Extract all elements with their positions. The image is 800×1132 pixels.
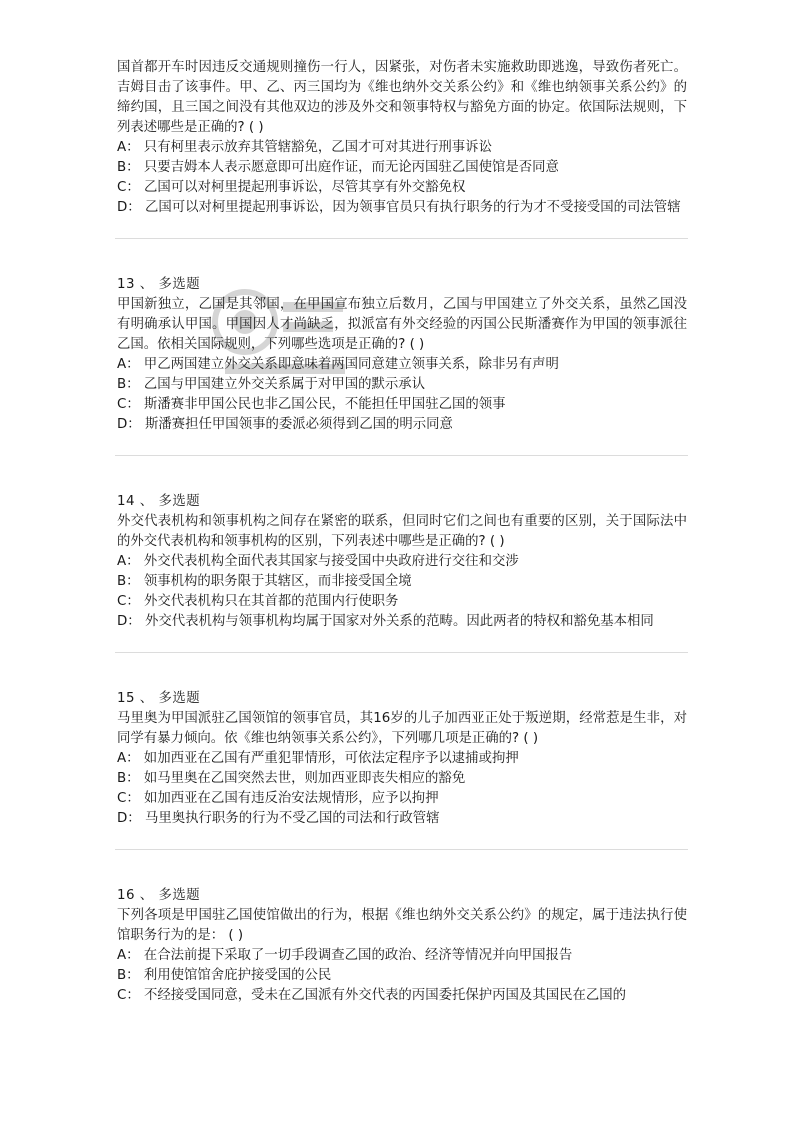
question-15 <box>117 689 687 829</box>
option-c: C： 斯潘赛非甲国公民也非乙国公民，不能担任甲国驻乙国的领事 <box>117 397 506 412</box>
option-d: D： 斯潘赛担任甲国领事的委派必须得到乙国的明示同意 <box>117 417 453 432</box>
question-stem: 下列各项是甲国驻乙国使馆做出的行为，根据《维也纳外交关系公约》的规定，属于违法执行使馆职务行为的是： ( ) <box>117 908 687 943</box>
option-c: C： 不经接受国同意，受未在乙国派有外交代表的丙国委托保护丙国及其国民在乙国的 <box>117 988 627 1003</box>
option-a: A： 在合法前提下采取了一切手段调查乙国的政治、经济等情况并向甲国报告 <box>117 948 573 963</box>
option-a: A： 甲乙两国建立外交关系即意味着两国同意建立领事关系，除非另有声明 <box>117 357 559 372</box>
option-a: A： 只有柯里表示放弃其管辖豁免，乙国才可对其进行刑事诉讼 <box>117 140 492 155</box>
question-14 <box>117 492 687 632</box>
option-b: B： 只要吉姆本人表示愿意即可出庭作证，而无论丙国驻乙国使馆是否同意 <box>117 160 559 175</box>
option-d: D： 乙国可以对柯里提起刑事诉讼，因为领事官员只有执行职务的行为才不受接受国的司法管辖 <box>117 200 681 215</box>
question-16 <box>117 886 687 1006</box>
document-page <box>117 58 687 1006</box>
question-13 <box>117 275 687 435</box>
option-d: D： 马里奥执行职务的行为不受乙国的司法和行政管辖 <box>117 811 440 826</box>
question-header: 13 、 多选题 <box>117 277 201 292</box>
option-b: B： 乙国与甲国建立外交关系属于对甲国的默示承认 <box>117 377 426 392</box>
question-stem: 外交代表机构和领事机构之间存在紧密的联系，但同时它们之间也有重要的区别，关于国际法中的外交代表机构和领事机构的区别，下列表述中哪些是正确的? ( ) <box>117 514 687 549</box>
option-b: B： 领事机构的职务限于其辖区，而非接受国全境 <box>117 574 412 589</box>
question-stem: 马里奥为甲国派驻乙国领馆的领事官员，其16岁的儿子加西亚正处于叛逆期，经常惹是生非，对同学有暴力倾向。依《维也纳领事关系公约》，下列哪几项是正确的? ( ) <box>117 711 687 746</box>
option-b: B： 利用使馆馆舍庇护接受国的公民 <box>117 968 332 983</box>
question-header: 15 、 多选题 <box>117 691 201 706</box>
option-d: D： 外交代表机构与领事机构均属于国家对外关系的范畴。因此两者的特权和豁免基本相同 <box>117 614 654 629</box>
option-a: A： 外交代表机构全面代表其国家与接受国中央政府进行交往和交涉 <box>117 554 519 569</box>
option-c: C： 外交代表机构只在其首都的范围内行使职务 <box>117 594 399 609</box>
question-stem: 甲国新独立，乙国是其邻国，在甲国宣布独立后数月，乙国与甲国建立了外交关系，虽然乙国没有明确承认甲国。甲国因人才尚缺乏，拟派富有外交经验的丙国公民斯潘赛作为甲国的领事派往乙国。依相关国际规则，下列哪些选项是正确的? ( ) <box>117 297 687 352</box>
question-stem: 国首都开车时因违反交通规则撞伤一行人，因紧张，对伤者未实施救助即逃逸，导致伤者死亡。吉姆目击了该事件。甲、乙、丙三国均为《维也纳外交关系公约》和《维也纳领事关系公约》的缔约国，且三国之间没有其他双边的涉及外交和领事特权与豁免方面的协定。依国际法规则，下列表述哪些是正确的? ( ) <box>117 60 687 135</box>
question-continued <box>117 58 687 218</box>
question-header: 16 、 多选题 <box>117 888 201 903</box>
option-a: A： 如加西亚在乙国有严重犯罪情形，可依法定程序予以逮捕或拘押 <box>117 751 519 766</box>
question-header: 14 、 多选题 <box>117 494 201 509</box>
option-c: C： 乙国可以对柯里提起刑事诉讼，尽管其享有外交豁免权 <box>117 180 466 195</box>
option-c: C： 如加西亚在乙国有违反治安法规情形，应予以拘押 <box>117 791 439 806</box>
option-b: B： 如马里奥在乙国突然去世，则加西亚即丧失相应的豁免 <box>117 771 466 786</box>
